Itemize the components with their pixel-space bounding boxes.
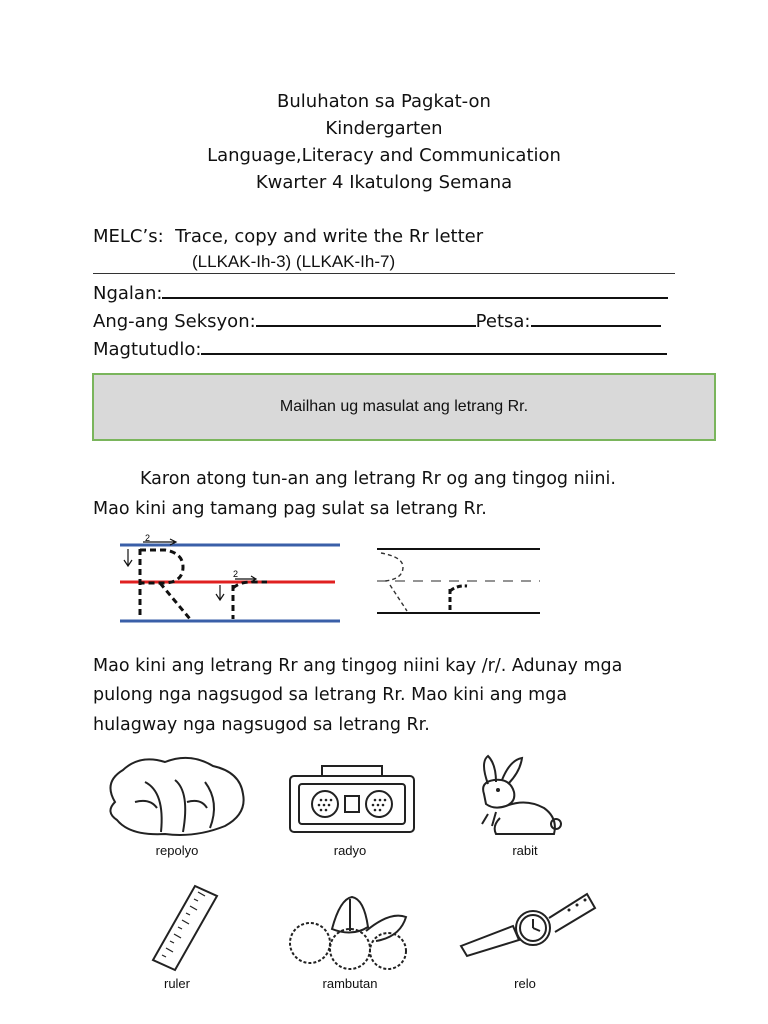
body-line-1: Mao kini ang letrang Rr ang tingog niini kay /r/. Adunay mga [93, 656, 623, 676]
practice-letters [377, 549, 540, 613]
rambutan-icon [280, 893, 420, 973]
worksheet-title: Buluhaton sa Pagkat-on [277, 91, 491, 112]
stroke-number: 2 [233, 569, 239, 579]
teacher-field-row [93, 337, 667, 360]
melc-text: Trace, copy and write the Rr letter [175, 226, 484, 247]
picture-label: ruler [163, 976, 190, 991]
instruction-box [92, 373, 716, 441]
down-arrow-icon [216, 585, 224, 600]
body-line-2: pulong nga nagsugod sa letrang Rr. Mao kini ang mga [93, 685, 568, 705]
quarter-week: Kwarter 4 Ikatulong Semana [255, 172, 513, 193]
model-letters [120, 533, 340, 621]
ruler-icon [145, 882, 225, 974]
melc-line [93, 226, 483, 247]
melc-label: MELC’s: [93, 226, 164, 247]
down-arrow-icon [124, 549, 132, 566]
picture-label: radyo [333, 843, 367, 858]
watch-icon [457, 888, 597, 958]
picture-label: relo [514, 976, 536, 991]
cabbage-icon [95, 752, 255, 842]
name-label: Ngalan: [93, 283, 163, 304]
teacher-label: Magtutudlo: [93, 339, 202, 360]
name-blank[interactable] [162, 281, 668, 299]
teacher-blank[interactable] [201, 337, 667, 355]
rabbit-icon [466, 754, 566, 840]
section-blank[interactable] [256, 309, 476, 327]
body-line-3: hulagway nga nagsugod sa letrang Rr. [93, 715, 430, 735]
grade-level: Kindergarten [325, 118, 443, 139]
date-label: Petsa: [475, 311, 531, 332]
intro-line-1: Karon atong tun-an ang letrang Rr og ang tingog niini. [140, 469, 616, 489]
picture-label: rabit [512, 843, 538, 858]
melc-codes: (LLKAK-Ih-3) (LLKAK-Ih-7) [192, 252, 396, 271]
subject-title: Language,Literacy and Communication [207, 145, 561, 166]
date-blank[interactable] [531, 309, 661, 327]
letter-trace-diagram [115, 533, 545, 625]
intro-line-2: Mao kini ang tamang pag sulat sa letrang Rr. [93, 499, 487, 519]
section-label: Ang-ang Seksyon: [93, 311, 256, 332]
name-field-row [93, 281, 668, 304]
picture-label: repolyo [155, 843, 199, 858]
section-date-row [93, 309, 661, 332]
picture-label: rambutan [322, 976, 378, 991]
radio-icon [287, 762, 417, 834]
divider [93, 273, 675, 274]
stroke-number: 2 [145, 533, 151, 543]
instruction-text: Mailhan ug masulat ang letrang Rr. [279, 398, 529, 415]
